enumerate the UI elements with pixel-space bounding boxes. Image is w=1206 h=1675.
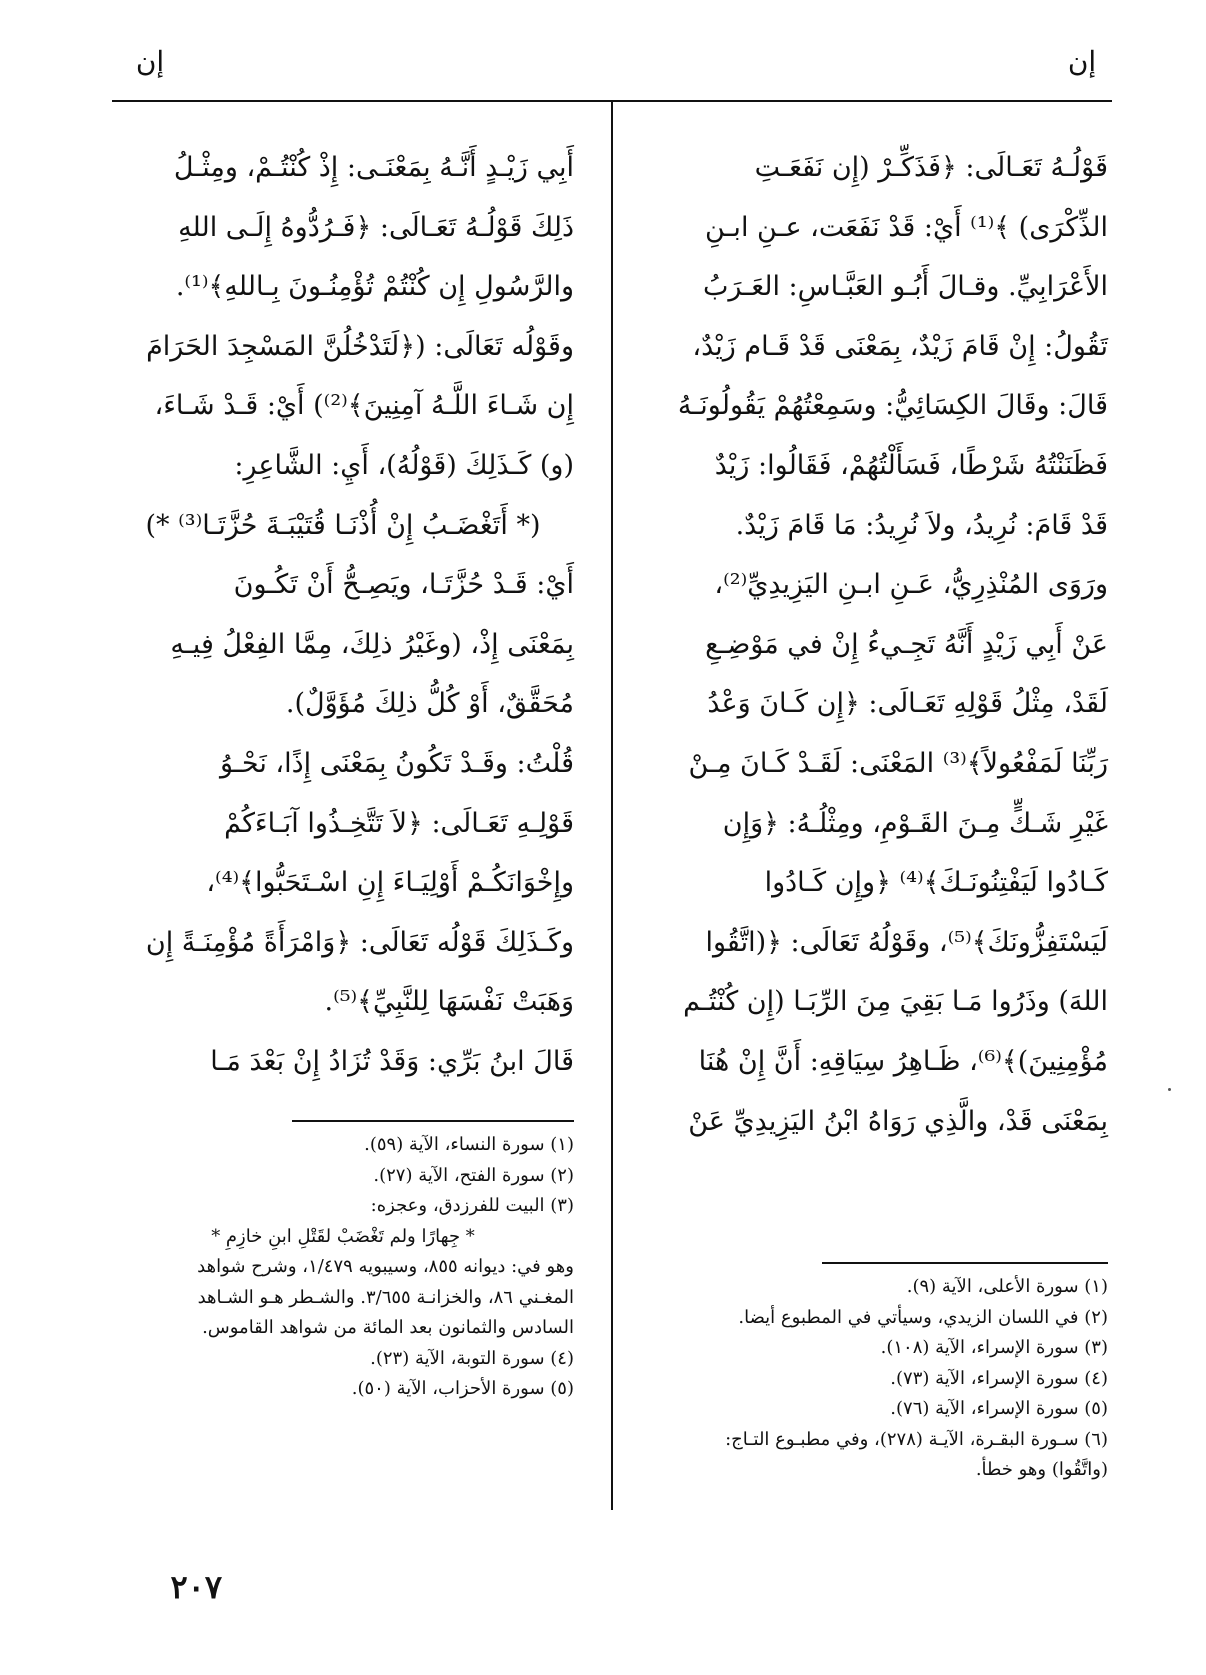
text-line: قَالَ ابنُ بَرِّي: وَقَدْ تُزَادُ إِنْ بَعْدَ مَـا	[210, 1045, 574, 1077]
text-line: مُؤْمِنِينَ)﴾⁽⁶⁾، ظَـاهِرُ سِيَاقِهِ: أَنَّ إِنْ هُنَا	[698, 1045, 1108, 1077]
footnote: (١) سورة الأعلى، الآية (٩).	[906, 1276, 1108, 1297]
footnote: (٣) سورة الإسراء، الآية (١٠٨).	[880, 1337, 1108, 1358]
footnotes-right	[643, 1272, 1108, 1486]
text-line: وإِخْوَانَكُـمْ أَوْلِيَـاءَ إِنِ اسْـتَحَبُّوا﴾⁽⁴⁾،	[206, 867, 574, 899]
column-divider	[611, 102, 613, 1510]
text-line: قَوْلُـهُ تَعَـالَى: ﴿فَذَكِّـرْ (إِن نَفَعَـتِ	[754, 152, 1108, 183]
text-line: والرَّسُولِ إِن كُنْتُمْ تُؤْمِنُـونَ بِـاللهِ﴾⁽¹⁾.	[175, 271, 574, 303]
footnote: (واتَّقُوا) وهو خطأ.	[975, 1459, 1108, 1480]
text-line: بِمَعْنَى قَدْ، والَّذِي رَوَاهُ ابْنُ اليَزِيدِيِّ عَنْ	[688, 1105, 1108, 1137]
footnote: (١) سورة النساء، الآية (٥٩).	[364, 1134, 574, 1155]
text-line: الأَعْرَابِيِّ. وقـالَ أَبُـو العَبَّـاسِ: العَـرَبُ	[703, 271, 1108, 303]
text-line: وكَـذَلِكَ قَوْلُه تَعَالَى: ﴿وَامْرَأَةً مُؤْمِنَـةً إِن	[145, 926, 574, 958]
footnote: (٣) البيت للفرزدق، وعجزه:	[370, 1195, 574, 1216]
left-column-text	[112, 138, 574, 1092]
text-line: قُلْتُ: وقَـدْ تَكُونُ بِمَعْنَى إِذًا، نَحْـوُ	[220, 747, 574, 779]
text-line: غَيْرِ شَـكٍّ مِـنَ القَـوْمِ، ومِثْلُـهُ: ﴿وَإِن	[722, 807, 1108, 839]
page-number: ٢٠٧	[170, 1568, 222, 1606]
footnote: (٤) سورة الإسراء، الآية (٧٣).	[890, 1367, 1108, 1389]
text-line: قَالَ: وقَالَ الكِسَائِيُّ: وسَمِعْتُهُمْ يَقُولُونَـهُ	[677, 390, 1108, 422]
text-line: قَدْ قَامَ: نُرِيدُ، ولاَ نُرِيدُ: مَا قَامَ زَيْدٌ.	[735, 509, 1108, 541]
footnote: المغـني ٨٦، والخزانـة ٣/٦٥٥. والشـطر هـو الشـاهد	[197, 1286, 574, 1308]
running-head-left: إن	[135, 45, 165, 78]
footnote: (٤) سورة التوبة، الآية (٢٣).	[370, 1347, 574, 1369]
footnote: (٥) سورة الإسراء، الآية (٧٦).	[890, 1398, 1108, 1419]
footnote: (٢) سورة الفتح، الآية (٢٧).	[373, 1164, 574, 1186]
footnote-verse: * جِهارًا ولم تَغْضَبْ لقَتْلِ ابنِ خازِمِ *	[211, 1225, 475, 1247]
text-line: وَهَبَتْ نَفْسَهَا لِلنَّبِيِّ﴾⁽⁵⁾.	[324, 986, 574, 1018]
text-line: لَقَدْ، مِثْلُ قَوْلِهِ تَعَـالَى: ﴿إِن كَـانَ وَعْدُ	[707, 688, 1108, 720]
footnote-rule-left	[292, 1120, 574, 1122]
right-column-text	[643, 138, 1108, 1151]
text-line: عَنْ أَبِي زَيْدٍ أَنَّهُ تَجِـيءُ إِنْ في مَوْضِـعِ	[705, 628, 1108, 660]
footnote: وهو في: ديوانه ٨٥٥، وسيبويه ١/٤٧٩، وشرح شواهد	[197, 1256, 574, 1277]
footnote: (٢) في اللسان الزيدي، وسيأتي في المطبوع أيضا.	[738, 1306, 1108, 1328]
footnote: السادس والثمانون بعد المائة من شواهد القاموس.	[202, 1317, 574, 1338]
text-line: لَيَسْتَفِزُّونَكَ﴾⁽⁵⁾، وقَوْلُهُ تَعَالَى: ﴿(اتَّقُوا	[705, 926, 1108, 958]
text-line: وقَوْلُه تَعَالَى: (﴿لَتَدْخُلُنَّ المَسْجِدَ الحَرَامَ	[146, 330, 574, 362]
footnote: (٥) سورة الأحزاب، الآية (٥٠).	[351, 1378, 574, 1399]
text-line: رَبِّنَا لَمَفْعُولاً﴾⁽³⁾ المَعْنَى: لَقَـدْ كَـانَ مِـنْ	[688, 747, 1108, 779]
text-line: ذَلِكَ قَوْلُـهُ تَعَـالَى: ﴿فَـرُدُّوهُ إِلَـى اللهِ	[178, 211, 574, 243]
text-line: (و) كَـذَلِكَ (قَوْلُهُ)، أَيِ: الشَّاعِرِ:	[234, 449, 574, 481]
scan-speck	[1168, 1088, 1171, 1091]
text-line: قَوْلِـهِ تَعَـالَى: ﴿لاَ تَتَّخِـذُوا آبَـاءَكُمْ	[224, 807, 574, 839]
text-line: كَـادُوا لَيَفْتِنُونَـكَ﴾⁽⁴⁾ ﴿وإِن كَـادُوا	[764, 867, 1108, 899]
text-line: تَقُولُ: إِنْ قَامَ زَيْدٌ، بِمَعْنَى قَدْ قَـام زَيْدٌ،	[692, 330, 1108, 362]
text-line: بِمَعْنَى إِذْ، (وغَيْرُ ذلِكَ، مِمَّا الفِعْلُ فِيـهِ	[170, 628, 574, 660]
text-line: الذِّكْرَى) ﴾⁽¹⁾ أَيْ: قَدْ نَفَعَت، عـنِ ابـنِ	[704, 211, 1108, 243]
running-head-right: إن	[1067, 45, 1097, 78]
text-line: مُحَقَّقٌ، أَوْ كُلُّ ذلِكَ مُؤَوَّلٌ).	[285, 688, 574, 720]
verse-line: (* أَتَغْضَـبُ إِنْ أُذْنَـا قُتَيْبَـةَ حُزَّتَـا⁽³⁾ *)	[145, 509, 541, 541]
text-line: أَبِي زَيْـدٍ أَنَّـهُ بِمَعْنَـى: إِذْ كُنْتُـمْ، ومِثْـلُ	[173, 152, 574, 183]
footnotes-left	[112, 1130, 574, 1405]
text-line: فَظَنَنْتُهُ شَرْطًا، فَسَأَلْتُهُمْ، فَقَالُوا: زَيْدٌ	[714, 449, 1108, 481]
footnote-rule-right	[822, 1262, 1108, 1264]
footnote: (٦) سـورة البقـرة، الآيـة (٢٧٨)، وفي مطبـوع التـاج:	[725, 1428, 1108, 1450]
text-line: أَيْ: قَـدْ حُزَّتَـا، ويَصِـحُّ أَنْ تَكُـونَ	[233, 569, 574, 601]
text-line: اللهَ) وذَرُوا مَـا بَقِيَ مِنَ الرِّبَـا (إِن كُنْتُـم	[683, 986, 1108, 1018]
text-line: إِن شَـاءَ اللَّـهُ آمِنِينَ﴾⁽²⁾) أَيْ: قَـدْ شَـاءَ،	[154, 390, 574, 422]
text-line: ورَوَى المُنْذِرِيُّ، عَـنِ ابـنِ اليَزِيدِيِّ⁽²⁾،	[714, 569, 1108, 601]
